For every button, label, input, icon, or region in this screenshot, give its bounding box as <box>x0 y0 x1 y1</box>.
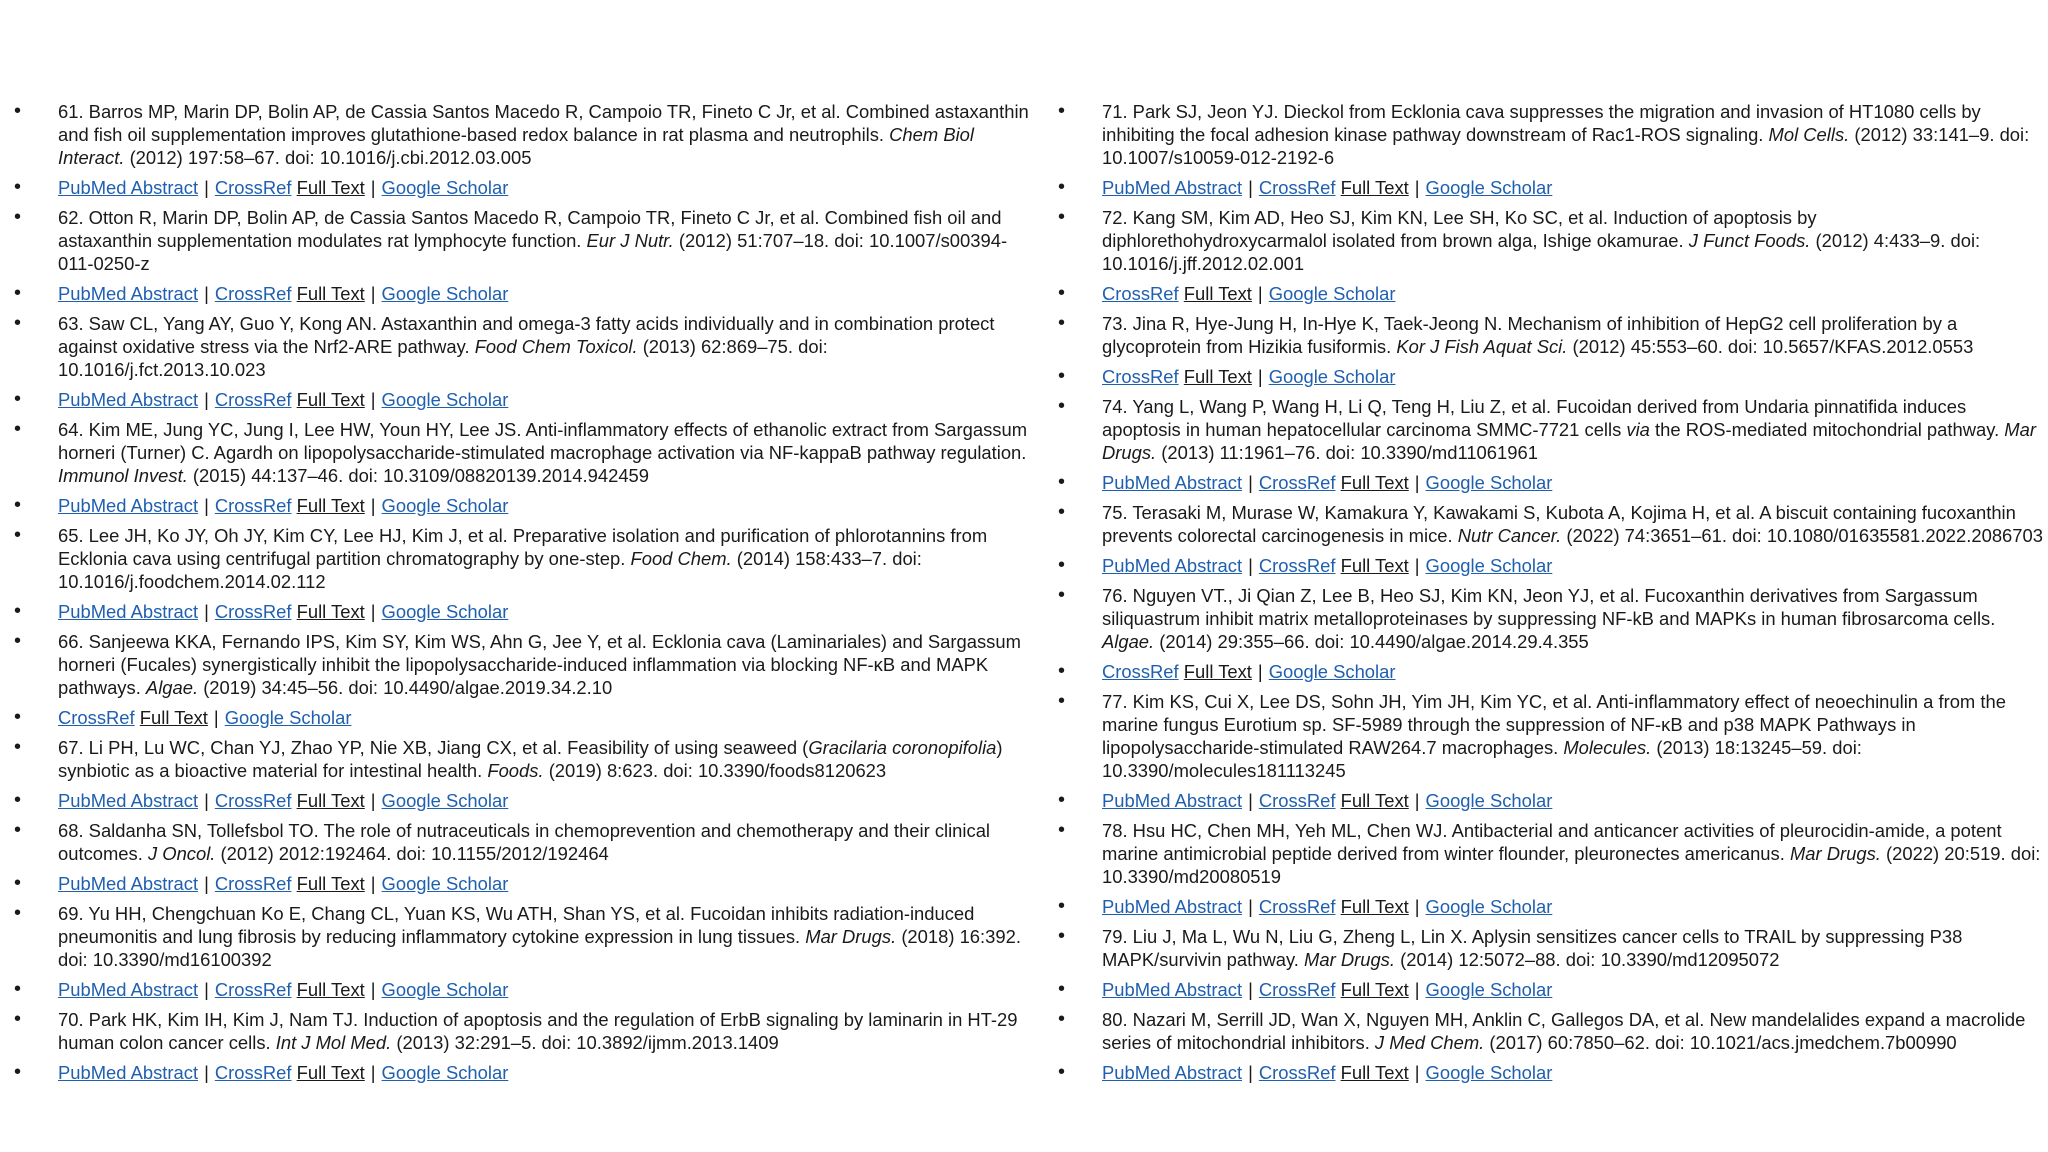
reference-text: 74. Yang L, Wang P, Wang H, Li Q, Teng H, Liu Z, et al. Fucoidan derived from Undaria pinnatifida induces apoptosis in human hepatocellular carcinoma SMMC-7721 cells <box>1102 396 1967 440</box>
google-scholar-link[interactable]: Google Scholar <box>1425 177 1553 198</box>
reference-text: the ROS-mediated mitochondrial pathway. <box>1649 419 2005 440</box>
link-separator: | <box>1248 979 1253 1000</box>
reference-citation: (2012) 2012:192464. doi: 10.1155/2012/192464 <box>215 843 609 864</box>
link-separator: | <box>370 389 376 410</box>
google-scholar-link[interactable]: Google Scholar <box>1425 896 1553 917</box>
reference-item <box>1056 395 2046 464</box>
pubmed-abstract-link[interactable]: PubMed Abstract <box>1102 472 1243 493</box>
link-separator: | <box>1414 555 1420 576</box>
crossref-link[interactable]: CrossRef <box>1258 472 1336 493</box>
reference-citation: (2012) 4:433–9. doi: 10.1016/j.jff.2012.02.001 <box>1102 230 1981 274</box>
reference-text: 64. Kim ME, Jung YC, Jung I, Lee HW, Youn HY, Lee JS. Anti-inflammatory effects of ethanolic extract from Sargassum horneri (Turner) C. Agardh on lipopolysaccharide-stimulated macrophage activation via NF-kappaB pathway regulation. <box>58 419 1028 463</box>
pubmed-abstract-link[interactable]: PubMed Abstract <box>1102 177 1243 198</box>
google-scholar-link[interactable]: Google Scholar <box>381 979 509 1000</box>
crossref-link[interactable]: CrossRef <box>214 177 292 198</box>
reference-citation: (2017) 60:7850–62. doi: 10.1021/acs.jmedchem.7b00990 <box>1484 1032 1957 1053</box>
pubmed-abstract-link[interactable]: PubMed Abstract <box>1102 979 1243 1000</box>
reference-item <box>1056 100 2046 169</box>
pubmed-abstract-link[interactable]: PubMed Abstract <box>1102 1062 1243 1083</box>
reference-item <box>1056 206 2046 275</box>
crossref-link[interactable]: CrossRef <box>1258 979 1336 1000</box>
reference-item <box>12 630 1032 699</box>
reference-item <box>12 418 1032 487</box>
reference-citation: (2019) 8:623. doi: 10.3390/foods8120623 <box>543 760 887 781</box>
references-column-right <box>1056 100 2046 1091</box>
journal-name: Mar Drugs. <box>1789 843 1881 864</box>
google-scholar-link[interactable]: Google Scholar <box>1425 790 1553 811</box>
link-separator: | <box>204 495 209 516</box>
crossref-link[interactable]: CrossRef <box>58 707 135 728</box>
reference-links <box>1056 554 2046 577</box>
link-separator: | <box>1414 790 1420 811</box>
link-separator: | <box>1257 366 1263 387</box>
pubmed-abstract-link[interactable]: PubMed Abstract <box>58 495 199 516</box>
reference-links <box>1056 282 2046 305</box>
journal-name: Food Chem. <box>630 548 732 569</box>
reference-citation: (2012) 51:707–18. doi: 10.1007/s00394-011-0250-z <box>58 230 1008 274</box>
reference-links <box>12 494 1032 517</box>
crossref-link[interactable]: CrossRef <box>214 495 292 516</box>
full-text-link[interactable]: Full Text <box>139 707 208 728</box>
google-scholar-link[interactable]: Google Scholar <box>381 389 509 410</box>
reference-item <box>1056 1008 2046 1054</box>
link-separator: | <box>370 1062 376 1083</box>
reference-text: 69. Yu HH, Chengchuan Ko E, Chang CL, Yuan KS, Wu ATH, Shan YS, et al. Fucoidan inhibits radiation-induced pneumonitis and lung fibrosis by reducing inflammatory cytokine expression in lung tissues. <box>58 903 975 947</box>
crossref-link[interactable]: CrossRef <box>1258 555 1336 576</box>
pubmed-abstract-link[interactable]: PubMed Abstract <box>58 177 199 198</box>
reference-links <box>1056 365 2046 388</box>
journal-name: Chem Biol Interact. <box>58 124 974 168</box>
reference-text: 61. Barros MP, Marin DP, Bolin AP, de Cassia Santos Macedo R, Campoio TR, Fineto C Jr, et al. Combined astaxanthin and fish oil supplementation improves glutathione-based redox balance in rat plasma and neutrophils. <box>58 101 1029 145</box>
link-separator: | <box>1414 896 1420 917</box>
link-separator: | <box>204 177 209 198</box>
reference-item <box>12 819 1032 865</box>
crossref-link[interactable]: CrossRef <box>214 601 292 622</box>
reference-citation: (2014) 12:5072–88. doi: 10.3390/md12095072 <box>1394 949 1780 970</box>
google-scholar-link[interactable]: Google Scholar <box>1268 366 1396 387</box>
reference-links <box>12 706 1032 729</box>
reference-text: 66. Sanjeewa KKA, Fernando IPS, Kim SY, Kim WS, Ahn G, Jee Y, et al. Ecklonia cava (Laminariales) and Sargassum horneri (Fucales) synergistically inhibit the lipopolysaccharide-induced inflammation via blocking NF-κB and MAPK pathways. <box>58 631 1021 698</box>
reference-links <box>12 789 1032 812</box>
link-separator: | <box>370 283 376 304</box>
reference-italic-term: Gracilaria coronopifolia <box>808 737 997 758</box>
reference-citation: (2019) 34:45–56. doi: 10.4490/algae.2019.34.2.10 <box>198 677 613 698</box>
google-scholar-link[interactable]: Google Scholar <box>381 283 509 304</box>
journal-name: Molecules. <box>1563 737 1652 758</box>
full-text-link[interactable]: Full Text <box>296 177 365 198</box>
reference-citation: (2012) 197:58–67. doi: 10.1016/j.cbi.2012.03.005 <box>124 147 532 168</box>
full-text-link[interactable]: Full Text <box>1340 979 1409 1000</box>
reference-links <box>1056 895 2046 918</box>
link-separator: | <box>1248 790 1253 811</box>
pubmed-abstract-link[interactable]: PubMed Abstract <box>58 979 199 1000</box>
reference-item <box>12 902 1032 971</box>
crossref-link[interactable]: CrossRef <box>1102 661 1179 682</box>
pubmed-abstract-link[interactable]: PubMed Abstract <box>58 601 199 622</box>
link-separator: | <box>1248 1062 1253 1083</box>
google-scholar-link[interactable]: Google Scholar <box>381 790 509 811</box>
reference-item <box>12 524 1032 593</box>
journal-name: Mar Drugs. <box>1304 949 1395 970</box>
reference-links <box>1056 660 2046 683</box>
google-scholar-link[interactable]: Google Scholar <box>381 177 509 198</box>
reference-item <box>12 736 1032 782</box>
google-scholar-link[interactable]: Google Scholar <box>381 495 509 516</box>
pubmed-abstract-link[interactable]: PubMed Abstract <box>58 873 199 894</box>
reference-text: 67. Li PH, Lu WC, Chan YJ, Zhao YP, Nie XB, Jiang CX, et al. Feasibility of using seaweed ( <box>58 737 809 758</box>
crossref-link[interactable]: CrossRef <box>214 873 292 894</box>
full-text-link[interactable]: Full Text <box>1340 177 1409 198</box>
link-separator: | <box>370 177 376 198</box>
full-text-link[interactable]: Full Text <box>296 495 365 516</box>
journal-name: Immunol Invest. <box>58 465 188 486</box>
link-separator: | <box>204 601 209 622</box>
full-text-link[interactable]: Full Text <box>1340 896 1409 917</box>
reference-citation: (2013) 32:291–5. doi: 10.3892/ijmm.2013.1409 <box>391 1032 779 1053</box>
reference-citation: (2013) 18:13245–59. doi: 10.3390/molecules181113245 <box>1102 737 1862 781</box>
journal-name: J Funct Foods. <box>1688 230 1811 251</box>
reference-citation: (2013) 62:869–75. doi: 10.1016/j.fct.2013.10.023 <box>58 336 828 380</box>
link-separator: | <box>204 1062 209 1083</box>
reference-text: 73. Jina R, Hye-Jung H, In-Hye K, Taek-Jeong N. Mechanism of inhibition of HepG2 cell proliferation by a glycoprotein from Hizikia fusiformis. <box>1102 313 1958 357</box>
link-separator: | <box>1257 283 1263 304</box>
journal-name: Mol Cells. <box>1768 124 1850 145</box>
crossref-link[interactable]: CrossRef <box>1258 790 1336 811</box>
full-text-link[interactable]: Full Text <box>296 979 365 1000</box>
reference-links <box>12 388 1032 411</box>
google-scholar-link[interactable]: Google Scholar <box>381 1062 509 1083</box>
crossref-link[interactable]: CrossRef <box>214 1062 292 1083</box>
journal-name: Mar Drugs. <box>1102 419 2036 463</box>
reference-citation: (2013) 11:1961–76. doi: 10.3390/md11061961 <box>1156 442 1538 463</box>
full-text-link[interactable]: Full Text <box>1340 472 1409 493</box>
google-scholar-link[interactable]: Google Scholar <box>1268 283 1396 304</box>
reference-citation: (2014) 158:433–7. doi: 10.1016/j.foodchem.2014.02.112 <box>58 548 922 592</box>
link-separator: | <box>1248 472 1253 493</box>
link-separator: | <box>1414 177 1420 198</box>
pubmed-abstract-link[interactable]: PubMed Abstract <box>58 283 199 304</box>
reference-item <box>12 206 1032 275</box>
link-separator: | <box>213 707 219 728</box>
crossref-link[interactable]: CrossRef <box>1258 1062 1336 1083</box>
journal-name: Food Chem Toxicol. <box>474 336 638 357</box>
reference-text: 71. Park SJ, Jeon YJ. Dieckol from Ecklonia cava suppresses the migration and invasion of HT1080 cells by inhibiting the focal adhesion kinase pathway downstream of Rac1-ROS signaling. <box>1102 101 1981 145</box>
reference-text: 63. Saw CL, Yang AY, Guo Y, Kong AN. Astaxanthin and omega-3 fatty acids individually and in combination protect against oxidative stress via the Nrf2-ARE pathway. <box>58 313 995 357</box>
reference-links <box>12 978 1032 1001</box>
pubmed-abstract-link[interactable]: PubMed Abstract <box>58 389 199 410</box>
link-separator: | <box>204 283 209 304</box>
reference-item <box>1056 584 2046 653</box>
journal-name: J Oncol. <box>147 843 216 864</box>
full-text-link[interactable]: Full Text <box>296 790 365 811</box>
full-text-link[interactable]: Full Text <box>296 389 365 410</box>
pubmed-abstract-link[interactable]: PubMed Abstract <box>58 1062 199 1083</box>
reference-links <box>1056 978 2046 1001</box>
reference-text: 70. Park HK, Kim IH, Kim J, Nam TJ. Induction of apoptosis and the regulation of ErbB signaling by laminarin in HT-29 human colon cancer cells. <box>58 1009 1018 1053</box>
journal-name: Kor J Fish Aquat Sci. <box>1396 336 1568 357</box>
link-separator: | <box>370 979 376 1000</box>
link-separator: | <box>1248 555 1253 576</box>
reference-links <box>1056 789 2046 812</box>
reference-links <box>12 176 1032 199</box>
pubmed-abstract-link[interactable]: PubMed Abstract <box>1102 790 1243 811</box>
journal-name: Eur J Nutr. <box>586 230 674 251</box>
crossref-link[interactable]: CrossRef <box>1258 177 1336 198</box>
full-text-link[interactable]: Full Text <box>1340 790 1409 811</box>
crossref-link[interactable]: CrossRef <box>1258 896 1336 917</box>
journal-name: Int J Mol Med. <box>275 1032 392 1053</box>
reference-citation: (2014) 29:355–66. doi: 10.4490/algae.2014.29.4.355 <box>1154 631 1589 652</box>
google-scholar-link[interactable]: Google Scholar <box>381 601 509 622</box>
google-scholar-link[interactable]: Google Scholar <box>1425 555 1553 576</box>
google-scholar-link[interactable]: Google Scholar <box>1425 472 1553 493</box>
reference-text: 68. Saldanha SN, Tollefsbol TO. The role of nutraceuticals in chemoprevention and chemotherapy and their clinical outcomes. <box>58 820 991 864</box>
link-separator: | <box>370 495 376 516</box>
full-text-link[interactable]: Full Text <box>1340 555 1409 576</box>
link-separator: | <box>1414 1062 1420 1083</box>
full-text-link[interactable]: Full Text <box>1183 366 1252 387</box>
reference-text: 78. Hsu HC, Chen MH, Yeh ML, Chen WJ. Antibacterial and anticancer activities of pleurocidin-amide, a potent marine antimicrobial peptide derived from winter flounder, pleuronectes americanus. <box>1102 820 2002 864</box>
pubmed-abstract-link[interactable]: PubMed Abstract <box>1102 555 1243 576</box>
reference-citation: (2022) 74:3651–61. doi: 10.1080/01635581.2022.2086703 <box>1561 525 2043 546</box>
full-text-link[interactable]: Full Text <box>296 283 365 304</box>
reference-citation: (2018) 16:392. doi: 10.3390/md16100392 <box>58 926 1021 970</box>
reference-text: ) synbiotic as a bioactive material for intestinal health. <box>58 737 1003 781</box>
crossref-link[interactable]: CrossRef <box>1102 283 1179 304</box>
full-text-link[interactable]: Full Text <box>1183 661 1252 682</box>
reference-links <box>12 600 1032 623</box>
google-scholar-link[interactable]: Google Scholar <box>381 873 509 894</box>
reference-text: 75. Terasaki M, Murase W, Kamakura Y, Kawakami S, Kubota A, Kojima H, et al. A biscuit containing fucoxanthin prevents colorectal carcinogenesis in mice. <box>1102 502 2016 546</box>
link-separator: | <box>1414 472 1420 493</box>
reference-item <box>12 100 1032 169</box>
full-text-link[interactable]: Full Text <box>296 873 365 894</box>
reference-citation: (2012) 33:141–9. doi: 10.1007/s10059-012-2192-6 <box>1102 124 2030 168</box>
reference-list-left <box>12 100 1032 1084</box>
journal-name: Algae. <box>145 677 199 698</box>
google-scholar-link[interactable]: Google Scholar <box>1425 979 1553 1000</box>
google-scholar-link[interactable]: Google Scholar <box>224 707 352 728</box>
reference-text: 80. Nazari M, Serrill JD, Wan X, Nguyen MH, Anklin C, Gallegos DA, et al. New mandelalides expand a macrolide series of mitochondrial inhibitors. <box>1102 1009 2026 1053</box>
crossref-link[interactable]: CrossRef <box>214 283 292 304</box>
reference-text: 76. Nguyen VT., Ji Qian Z, Lee B, Heo SJ, Kim KN, Jeon YJ, et al. Fucoxanthin derivatives from Sargassum siliquastrum inhibit matrix metalloproteinases by suppressing NF-kB and MAPKs in human fibrosarcoma cells. <box>1102 585 1996 629</box>
reference-text: 62. Otton R, Marin DP, Bolin AP, de Cassia Santos Macedo R, Campoio TR, Fineto C Jr, et al. Combined fish oil and astaxanthin supplementation modulates rat lymphocyte function. <box>58 207 1002 251</box>
link-separator: | <box>204 873 209 894</box>
reference-italic-term: via <box>1626 419 1650 440</box>
pubmed-abstract-link[interactable]: PubMed Abstract <box>1102 896 1243 917</box>
journal-name: Nutr Cancer. <box>1457 525 1562 546</box>
reference-item <box>1056 925 2046 971</box>
link-separator: | <box>204 790 209 811</box>
reference-links <box>12 282 1032 305</box>
journal-name: Foods. <box>487 760 544 781</box>
reference-text: 72. Kang SM, Kim AD, Heo SJ, Kim KN, Lee SH, Ko SC, et al. Induction of apoptosis by diphlorethohydroxycarmalol isolated from brown alga, Ishige okamurae. <box>1102 207 1817 251</box>
link-separator: | <box>370 601 376 622</box>
link-separator: | <box>370 873 376 894</box>
link-separator: | <box>204 979 209 1000</box>
reference-citation: (2015) 44:137–46. doi: 10.3109/08820139.2014.942459 <box>187 465 650 486</box>
link-separator: | <box>370 790 376 811</box>
crossref-link[interactable]: CrossRef <box>1102 366 1179 387</box>
reference-item <box>1056 501 2046 547</box>
reference-item <box>1056 690 2046 782</box>
full-text-link[interactable]: Full Text <box>296 601 365 622</box>
link-separator: | <box>1414 979 1420 1000</box>
pubmed-abstract-link[interactable]: PubMed Abstract <box>58 790 199 811</box>
reference-citation: (2012) 45:553–60. doi: 10.5657/KFAS.2012.0553 <box>1567 336 1974 357</box>
link-separator: | <box>1248 896 1253 917</box>
reference-item <box>12 312 1032 381</box>
reference-text: 79. Liu J, Ma L, Wu N, Liu G, Zheng L, Lin X. Aplysin sensitizes cancer cells to TRAIL by suppressing P38 MAPK/survivin pathway. <box>1102 926 1963 970</box>
google-scholar-link[interactable]: Google Scholar <box>1425 1062 1553 1083</box>
references-column-left <box>12 100 1032 1091</box>
reference-text: 77. Kim KS, Cui X, Lee DS, Sohn JH, Yim JH, Kim YC, et al. Anti-inflammatory effect of neoechinulin a from the marine fungus Eurotium sp. SF-5989 through the suppression of NF-κB and p38 MAPK Pathways in lipopolysaccharide-stimulated RAW264.7 macrophages. <box>1102 691 2006 758</box>
reference-links <box>1056 1061 2046 1084</box>
reference-list-right <box>1056 100 2046 1084</box>
reference-links <box>1056 176 2046 199</box>
crossref-link[interactable]: CrossRef <box>214 389 292 410</box>
reference-citation: (2022) 20:519. doi: 10.3390/md20080519 <box>1102 843 2041 887</box>
full-text-link[interactable]: Full Text <box>1340 1062 1409 1083</box>
journal-name: Mar Drugs. <box>805 926 897 947</box>
reference-item <box>1056 819 2046 888</box>
journal-name: Algae. <box>1102 631 1155 652</box>
crossref-link[interactable]: CrossRef <box>214 979 292 1000</box>
link-separator: | <box>1257 661 1263 682</box>
full-text-link[interactable]: Full Text <box>1183 283 1252 304</box>
link-separator: | <box>1248 177 1253 198</box>
full-text-link[interactable]: Full Text <box>296 1062 365 1083</box>
reference-item <box>1056 312 2046 358</box>
crossref-link[interactable]: CrossRef <box>214 790 292 811</box>
link-separator: | <box>204 389 209 410</box>
journal-name: J Med Chem. <box>1374 1032 1485 1053</box>
reference-item <box>12 1008 1032 1054</box>
google-scholar-link[interactable]: Google Scholar <box>1268 661 1396 682</box>
reference-links <box>12 872 1032 895</box>
reference-text: 65. Lee JH, Ko JY, Oh JY, Kim CY, Lee HJ, Kim J, et al. Preparative isolation and purification of phlorotannins from Ecklonia cava using centrifugal partition chromatography by one-step. <box>58 525 988 569</box>
reference-links <box>1056 471 2046 494</box>
reference-links <box>12 1061 1032 1084</box>
